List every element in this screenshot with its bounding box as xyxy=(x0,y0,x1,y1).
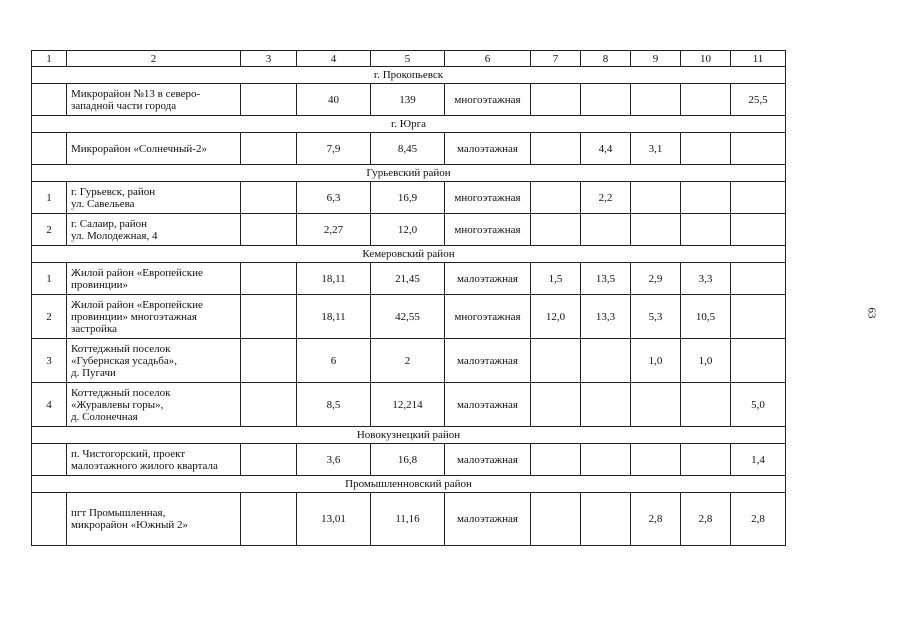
cell-c3 xyxy=(241,84,297,116)
object-name-line: застройка xyxy=(71,322,117,335)
cell-c11 xyxy=(731,263,786,295)
cell-c4: 13,01 xyxy=(297,493,371,546)
cell-c5: 12,0 xyxy=(371,214,445,246)
cell-c7 xyxy=(531,84,581,116)
object-name-line: ул. Савельева xyxy=(71,197,135,210)
cell-c10 xyxy=(681,84,731,116)
object-name-line: Жилой район «Европейские xyxy=(71,298,203,311)
cell-c7 xyxy=(531,339,581,383)
table-row xyxy=(32,383,786,427)
object-name-cell xyxy=(67,133,241,165)
cell-c1: 2 xyxy=(32,295,67,339)
object-name-line: Жилой район «Европейские xyxy=(71,266,203,279)
cell-c3 xyxy=(241,295,297,339)
cell-c8: 2,2 xyxy=(581,182,631,214)
cell-c11 xyxy=(731,133,786,165)
cell-c7: 1,5 xyxy=(531,263,581,295)
object-name-line: д. Пугачи xyxy=(71,366,116,379)
section-title: г. Прокопьевск xyxy=(32,67,786,84)
table-row xyxy=(32,493,786,546)
cell-c10 xyxy=(681,444,731,476)
cell-c11 xyxy=(731,182,786,214)
object-name-cell xyxy=(67,444,241,476)
cell-c7 xyxy=(531,182,581,214)
object-name-cell xyxy=(67,493,241,546)
header-cell: 10 xyxy=(681,51,731,67)
header-cell: 3 xyxy=(241,51,297,67)
cell-c8 xyxy=(581,493,631,546)
object-name-cell xyxy=(67,84,241,116)
section-title: г. Юрга xyxy=(32,116,786,133)
object-name-line: микрорайон «Южный 2» xyxy=(71,519,189,531)
cell-c5: 16,9 xyxy=(371,182,445,214)
section-header-row xyxy=(32,116,786,133)
cell-c4: 6,3 xyxy=(297,182,371,214)
cell-c11 xyxy=(731,339,786,383)
section-title: Промышленновский район xyxy=(32,476,786,493)
cell-c5: 2 xyxy=(371,339,445,383)
cell-c8 xyxy=(581,444,631,476)
table-row xyxy=(32,263,786,295)
cell-c9 xyxy=(631,383,681,427)
cell-c10 xyxy=(681,214,731,246)
cell-c1: 3 xyxy=(32,339,67,383)
cell-c7 xyxy=(531,444,581,476)
cell-c5: 11,16 xyxy=(371,493,445,546)
section-header-row xyxy=(32,67,786,84)
cell-c9 xyxy=(631,84,681,116)
object-name-line: провинции» многоэтажная xyxy=(71,310,197,323)
object-name-line: п. Чистогорский, проект xyxy=(71,447,186,460)
object-name-cell xyxy=(67,214,241,246)
cell-c4: 18,11 xyxy=(297,295,371,339)
object-name-line: «Губернская усадьба», xyxy=(71,354,178,367)
cell-c6: многоэтажная xyxy=(445,295,531,339)
cell-c9: 1,0 xyxy=(631,339,681,383)
cell-c7 xyxy=(531,214,581,246)
object-name-line: Коттеджный поселок xyxy=(71,386,171,399)
cell-c3 xyxy=(241,493,297,546)
object-name-line: Микрорайон «Солнечный-2» xyxy=(71,142,207,155)
object-name-line: «Журавлевы горы», xyxy=(71,398,164,411)
object-name-cell xyxy=(67,339,241,383)
cell-c5: 8,45 xyxy=(371,133,445,165)
cell-c7 xyxy=(531,383,581,427)
header-row xyxy=(32,51,786,67)
header-cell: 2 xyxy=(67,51,241,67)
object-name-line: Коттеджный поселок xyxy=(71,342,171,355)
data-table xyxy=(31,50,786,546)
cell-c11: 1,4 xyxy=(731,444,786,476)
cell-c10 xyxy=(681,383,731,427)
header-cell: 8 xyxy=(581,51,631,67)
header-cell: 1 xyxy=(32,51,67,67)
cell-c10 xyxy=(681,133,731,165)
header-cell: 5 xyxy=(371,51,445,67)
cell-c9: 2,8 xyxy=(631,493,681,546)
cell-c8: 13,5 xyxy=(581,263,631,295)
cell-c5: 139 xyxy=(371,84,445,116)
cell-c10: 3,3 xyxy=(681,263,731,295)
cell-c7 xyxy=(531,493,581,546)
cell-c6: малоэтажная xyxy=(445,263,531,295)
cell-c9 xyxy=(631,182,681,214)
cell-c3 xyxy=(241,339,297,383)
cell-c1 xyxy=(32,84,67,116)
cell-c1: 1 xyxy=(32,263,67,295)
cell-c11: 2,8 xyxy=(731,493,786,546)
cell-c9 xyxy=(631,214,681,246)
object-name-line: д. Солонечная xyxy=(71,410,138,423)
table-row xyxy=(32,295,786,339)
object-name-line: малоэтажного жилого квартала xyxy=(71,459,218,472)
section-title: Гурьевский район xyxy=(32,165,786,182)
cell-c1 xyxy=(32,133,67,165)
cell-c3 xyxy=(241,133,297,165)
cell-c10: 10,5 xyxy=(681,295,731,339)
section-header-row xyxy=(32,476,786,493)
cell-c8: 13,3 xyxy=(581,295,631,339)
cell-c7 xyxy=(531,133,581,165)
cell-c6: малоэтажная xyxy=(445,493,531,546)
cell-c1 xyxy=(32,493,67,546)
header-cell: 11 xyxy=(731,51,786,67)
object-name-line: г. Гурьевск, район xyxy=(71,185,156,198)
header-cell: 6 xyxy=(445,51,531,67)
object-name-cell xyxy=(67,383,241,427)
cell-c6: многоэтажная xyxy=(445,182,531,214)
cell-c8 xyxy=(581,383,631,427)
cell-c5: 12,214 xyxy=(371,383,445,427)
cell-c4: 7,9 xyxy=(297,133,371,165)
cell-c9: 2,9 xyxy=(631,263,681,295)
cell-c8 xyxy=(581,214,631,246)
cell-c5: 21,45 xyxy=(371,263,445,295)
cell-c4: 3,6 xyxy=(297,444,371,476)
cell-c3 xyxy=(241,263,297,295)
cell-c10 xyxy=(681,182,731,214)
section-header-row xyxy=(32,165,786,182)
cell-c1: 1 xyxy=(32,182,67,214)
cell-c4: 2,27 xyxy=(297,214,371,246)
object-name-cell xyxy=(67,182,241,214)
table-body xyxy=(32,51,786,546)
object-name-line: ул. Молодежная, 4 xyxy=(71,229,158,242)
page-number: 63 xyxy=(865,307,878,319)
cell-c9: 5,3 xyxy=(631,295,681,339)
cell-c8 xyxy=(581,339,631,383)
cell-c3 xyxy=(241,383,297,427)
table-row xyxy=(32,444,786,476)
cell-c4: 18,11 xyxy=(297,263,371,295)
cell-c5: 42,55 xyxy=(371,295,445,339)
cell-c7: 12,0 xyxy=(531,295,581,339)
object-name-line: г. Салаир, район xyxy=(71,217,148,230)
cell-c3 xyxy=(241,182,297,214)
cell-c9: 3,1 xyxy=(631,133,681,165)
header-cell: 9 xyxy=(631,51,681,67)
header-cell: 4 xyxy=(297,51,371,67)
cell-c6: многоэтажная xyxy=(445,84,531,116)
cell-c4: 8,5 xyxy=(297,383,371,427)
cell-c11 xyxy=(731,214,786,246)
section-header-row xyxy=(32,427,786,444)
cell-c3 xyxy=(241,214,297,246)
cell-c1 xyxy=(32,444,67,476)
table-row xyxy=(32,182,786,214)
cell-c4: 40 xyxy=(297,84,371,116)
object-name-line: западной части города xyxy=(71,99,177,112)
cell-c6: малоэтажная xyxy=(445,133,531,165)
cell-c6: малоэтажная xyxy=(445,339,531,383)
cell-c11 xyxy=(731,295,786,339)
section-title: Кемеровский район xyxy=(32,246,786,263)
cell-c1: 2 xyxy=(32,214,67,246)
table-row xyxy=(32,214,786,246)
section-title: Новокузнецкий район xyxy=(32,427,786,444)
cell-c3 xyxy=(241,444,297,476)
cell-c4: 6 xyxy=(297,339,371,383)
cell-c11: 25,5 xyxy=(731,84,786,116)
object-name-line: Микрорайон №13 в северо- xyxy=(71,87,201,100)
table-row xyxy=(32,84,786,116)
cell-c10: 1,0 xyxy=(681,339,731,383)
cell-c6: многоэтажная xyxy=(445,214,531,246)
header-cell: 7 xyxy=(531,51,581,67)
cell-c9 xyxy=(631,444,681,476)
cell-c6: малоэтажная xyxy=(445,444,531,476)
cell-c1: 4 xyxy=(32,383,67,427)
cell-c8: 4,4 xyxy=(581,133,631,165)
object-name-cell xyxy=(67,263,241,295)
cell-c5: 16,8 xyxy=(371,444,445,476)
cell-c6: малоэтажная xyxy=(445,383,531,427)
object-name-line: провинции» xyxy=(71,278,129,291)
cell-c11: 5,0 xyxy=(731,383,786,427)
cell-c10: 2,8 xyxy=(681,493,731,546)
cell-c8 xyxy=(581,84,631,116)
table-row xyxy=(32,339,786,383)
table-row xyxy=(32,133,786,165)
section-header-row xyxy=(32,246,786,263)
object-name-cell xyxy=(67,295,241,339)
object-name-line: пгт Промышленная, xyxy=(71,507,166,519)
